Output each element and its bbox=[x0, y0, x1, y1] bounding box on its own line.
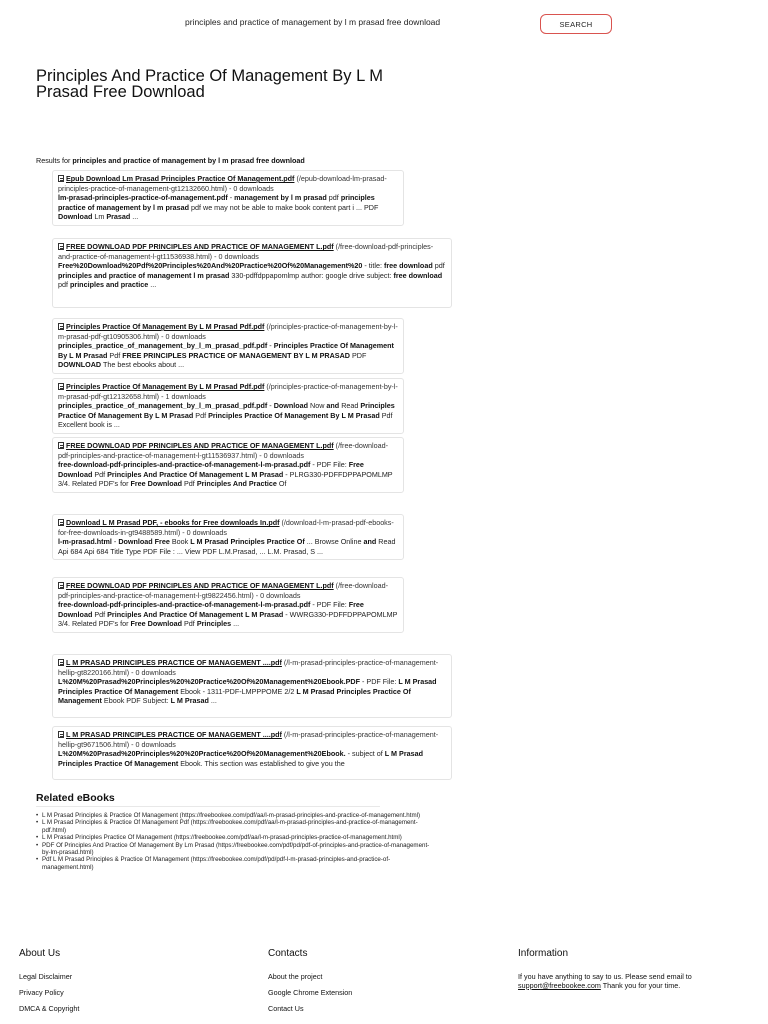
result-title-link[interactable]: L M PRASAD PRINCIPLES PRACTICE OF MANAGEMENT ....pdf bbox=[66, 730, 282, 739]
result-card bbox=[52, 726, 452, 780]
result-url: (/principles-practice-of-management-by-l-m-prasad-pdf-gt12132658.html) bbox=[58, 382, 398, 401]
result-title-link[interactable]: FREE DOWNLOAD PDF PRINCIPLES AND PRACTICE OF MANAGEMENT L.pdf bbox=[66, 441, 334, 450]
result-snippet: L%20M%20Prasad%20Principles%20%20Practice%20Of%20Management%20Ebook.PDF - PDF File: L M Prasad Principles Practice Of Management Ebook - 1311-PDF-LMPPPOME 2/2 L M Prasad Principles Practice Of Management Ebook PDF Subject: L M Prasad ... bbox=[58, 677, 437, 706]
result-download-count: - 0 downloads bbox=[131, 667, 176, 677]
result-card bbox=[52, 514, 404, 560]
result-card bbox=[52, 654, 452, 718]
result-snippet: principles_practice_of_management_by_l_m_prasad_pdf.pdf - Download Now and Read Principles Practice Of Management By L M Prasad Pdf Principles Practice Of Management By L M Prasad Pdf Excellent book is ... bbox=[58, 401, 395, 430]
privacy-policy-link[interactable]: Privacy Policy bbox=[19, 988, 64, 997]
document-icon bbox=[58, 659, 64, 666]
document-icon bbox=[58, 442, 64, 449]
result-url: (/principles-practice-of-management-by-l-m-prasad-pdf-gt10905306.html) bbox=[58, 322, 398, 341]
result-title-link[interactable]: Epub Download Lm Prasad Principles Practice Of Management.pdf bbox=[66, 174, 295, 183]
search-button[interactable]: SEARCH bbox=[540, 14, 612, 34]
result-url: (/free-download-pdf-principles-and-practice-of-management-l-gt11536938.html) bbox=[58, 242, 434, 261]
result-snippet: lm-prasad-principles-practice-of-management.pdf - management by l m prasad pdf principles practice of management by l m prasad pdf we may not be able to make book content part i ... PDF Download Lm Prasad ... bbox=[58, 193, 379, 222]
result-url: (/free-download-pdf-principles-and-practice-of-management-l-gt9822456.html) bbox=[58, 581, 389, 600]
result-card bbox=[52, 170, 404, 226]
chrome-extension-link[interactable]: Google Chrome Extension bbox=[268, 988, 353, 997]
result-snippet: L%20M%20Prasad%20Principles%20%20Practice%20Of%20Management%20Ebook. - subject of L M Prasad Principles Practice Of Management Ebook. This section was established to give you the bbox=[58, 749, 424, 768]
result-card bbox=[52, 437, 404, 493]
result-title-link[interactable]: Principles Practice Of Management By L M Prasad Pdf.pdf bbox=[66, 382, 265, 391]
results-label-query: principles and practice of management by l m prasad free download bbox=[72, 156, 305, 165]
footer-about-heading: About Us bbox=[19, 948, 61, 959]
footer-contacts bbox=[268, 948, 352, 1021]
result-url: (/l-m-prasad-principles-practice-of-management-hellip-gt9671506.html) bbox=[58, 730, 439, 749]
result-url: (/free-download-pdf-principles-and-practice-of-management-l-gt11536937.html) bbox=[58, 441, 389, 460]
related-item[interactable]: • Pdf L M Prasad Principles & Practice Of Management (https://freebookee.com/pdf/pd/pdf-l-m-prasad-principles-and-practice-of-management.html) bbox=[36, 856, 436, 871]
document-icon bbox=[58, 175, 64, 182]
page-title: Principles And Practice Of Management By L M Prasad Free Download bbox=[36, 67, 383, 101]
result-url: (/l-m-prasad-principles-practice-of-management-hellip-gt8220166.html) bbox=[58, 658, 439, 677]
result-title-link[interactable]: FREE DOWNLOAD PDF PRINCIPLES AND PRACTICE OF MANAGEMENT L.pdf bbox=[66, 581, 334, 590]
results-label-prefix: Results for bbox=[36, 156, 71, 165]
result-title-link[interactable]: L M PRASAD PRINCIPLES PRACTICE OF MANAGEMENT ....pdf bbox=[66, 658, 282, 667]
result-snippet: Free%20Download%20Pdf%20Principles%20And%20Practice%20Of%20Management%20 - title: free download pdf principles and practice of management l m prasad 330-pdffdppapomlmp author: google drive subject: free download pdf principles and practice ... bbox=[58, 261, 445, 290]
info-text-after: Thank you for your time. bbox=[602, 980, 681, 990]
support-email-link[interactable]: support@freebookee.com bbox=[518, 980, 601, 990]
footer-contacts-heading: Contacts bbox=[268, 948, 308, 959]
document-icon bbox=[58, 383, 64, 390]
result-snippet: free-download-pdf-principles-and-practice-of-management-l-m-prasad.pdf - PDF File: Free Download Pdf Principles And Practice Of Management L M Prasad - WWRG330-PDFFDPPAPOMLMP 3/4. Related PDF's for Free Download Pdf Principles ... bbox=[58, 600, 398, 629]
result-url: (/epub-download-lm-prasad-principles-practice-of-management-gt12132660.html) bbox=[58, 174, 387, 193]
result-card bbox=[52, 378, 404, 434]
result-download-count: - 0 downloads bbox=[131, 739, 176, 749]
related-item[interactable]: • L M Prasad Principles & Practice Of Management Pdf (https://freebookee.com/pdf/aa/l-m-prasad-principles-and-practice-of-management-pdf.html) bbox=[36, 819, 436, 834]
related-item[interactable]: • L M Prasad Principles Practice Of Management (https://freebookee.com/pdf/aa/l-m-prasad-principles-practice-of-management.html) bbox=[36, 834, 436, 841]
result-snippet: l-m-prasad.html - Download Free Book L M Prasad Principles Practice Of ... Browse Online and Read Api 684 Api 684 Title Type PDF File : ... View PDF L.M.Prasad, ... L.M. Prasad, S ... bbox=[58, 537, 396, 556]
document-icon bbox=[58, 323, 64, 330]
related-item[interactable]: • PDF Of Principles And Practice Of Management By Lm Prasad (https://freebookee.com/pdf/pd/pdf-of-principles-and-practice-of-management-by-lm-prasad.html) bbox=[36, 842, 436, 857]
info-text-before: If you have anything to say to us. Please send email to bbox=[518, 972, 692, 981]
search-query-text[interactable]: principles and practice of management by l m prasad free download bbox=[185, 17, 441, 27]
result-card bbox=[52, 577, 404, 633]
result-url: (/download-l-m-prasad-pdf-ebooks-for-free-downloads-in-gt9488589.html) bbox=[58, 518, 394, 537]
result-download-count: - 0 downloads bbox=[229, 183, 274, 193]
result-download-count: - 1 downloads bbox=[161, 391, 206, 401]
related-item[interactable]: • L M Prasad Principles & Practice Of Management (https://freebookee.com/pdf/aa/l-m-prasad-principles-and-practice-of-management.html) bbox=[36, 812, 436, 819]
document-icon bbox=[58, 731, 64, 738]
related-list bbox=[36, 812, 436, 871]
result-title-link[interactable]: FREE DOWNLOAD PDF PRINCIPLES AND PRACTICE OF MANAGEMENT L.pdf bbox=[66, 242, 334, 251]
footer-about bbox=[19, 948, 79, 1021]
legal-disclaimer-link[interactable]: Legal Disclaimer bbox=[19, 972, 73, 981]
result-download-count: - 0 downloads bbox=[214, 251, 259, 261]
result-download-count: - 0 downloads bbox=[255, 590, 301, 600]
document-icon bbox=[58, 519, 64, 526]
related-heading: Related eBooks bbox=[36, 792, 115, 804]
about-project-link[interactable]: About the project bbox=[268, 972, 323, 981]
document-icon bbox=[58, 243, 64, 250]
footer-information-text bbox=[518, 973, 748, 990]
result-card bbox=[52, 238, 452, 308]
result-snippet: principles_practice_of_management_by_l_m_prasad_pdf.pdf - Principles Practice Of Management By L M Prasad Pdf FREE PRINCIPLES PRACTICE OF MANAGEMENT BY L M PRASAD PDF DOWNLOAD The best ebooks about ... bbox=[58, 341, 394, 370]
result-title-link[interactable]: Principles Practice Of Management By L M Prasad Pdf.pdf bbox=[66, 322, 265, 331]
result-title-link[interactable]: Download L M Prasad PDF, - ebooks for Free downloads In.pdf bbox=[66, 518, 280, 527]
top-bar bbox=[0, 0, 768, 48]
result-card bbox=[52, 318, 404, 374]
result-download-count: - 0 downloads bbox=[259, 450, 304, 460]
contact-us-link[interactable]: Contact Us bbox=[268, 1004, 304, 1013]
footer-information bbox=[518, 948, 748, 990]
result-snippet: free-download-pdf-principles-and-practice-of-management-l-m-prasad.pdf - PDF File: Free Download Pdf Principles And Practice Of Management L M Prasad - PLRG330-PDFFDPPAPOMLMP 3/4. Related PDF's for Free Download Pdf Principles And Practice Of bbox=[58, 460, 393, 489]
document-icon bbox=[58, 582, 64, 589]
footer-information-heading: Information bbox=[518, 948, 569, 959]
dmca-copyright-link[interactable]: DMCA & Copyright bbox=[19, 1004, 80, 1013]
results-label bbox=[36, 156, 305, 165]
related-divider bbox=[36, 806, 380, 807]
result-download-count: - 0 downloads bbox=[182, 527, 228, 537]
result-download-count: - 0 downloads bbox=[161, 331, 206, 341]
